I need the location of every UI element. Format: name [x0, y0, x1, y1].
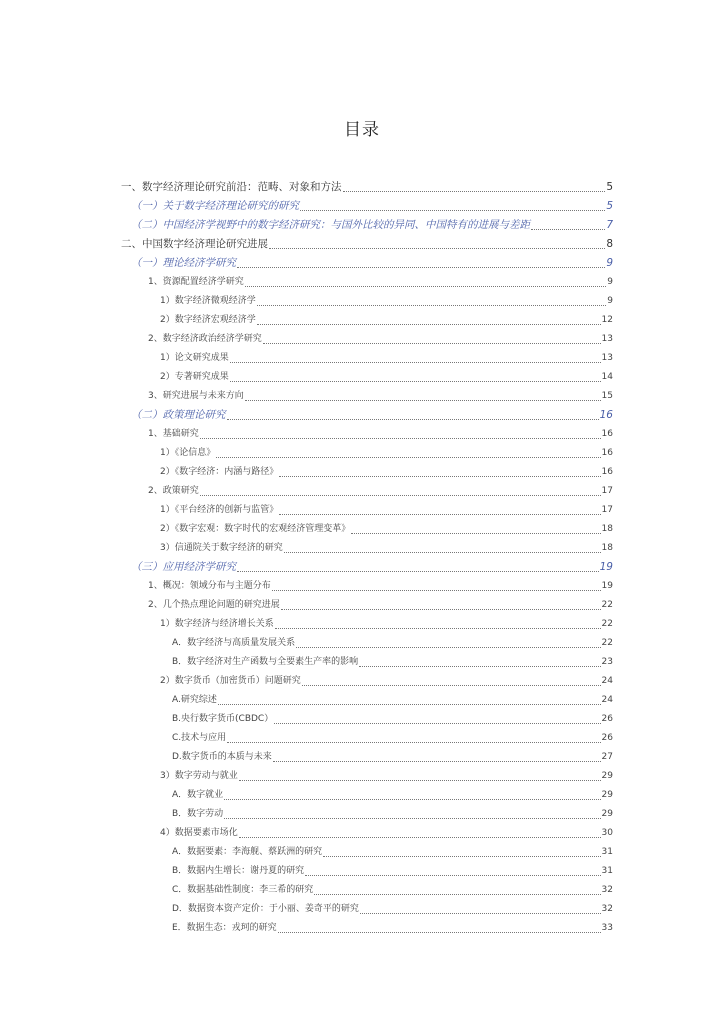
toc-entry-label: B．数字经济对生产函数与全要素生产率的影响 [172, 657, 359, 667]
toc-dot-leader [281, 608, 601, 610]
toc-dot-leader [314, 893, 600, 895]
toc-entry-label: 2）专著研究成果 [160, 372, 229, 382]
toc-entry[interactable] [121, 236, 613, 252]
toc-page-number: 16 [601, 448, 613, 458]
toc-entry-label: 1）数字经济微观经济学 [160, 296, 256, 306]
toc-entry-label: B．数字劳动 [172, 809, 224, 819]
toc-entry[interactable] [160, 445, 613, 461]
toc-entry[interactable] [172, 901, 613, 917]
toc-dot-leader [237, 266, 605, 268]
toc-page-number: 18 [601, 543, 613, 553]
toc-entry-label: 2）《数字宏观：数字时代的宏观经济管理变革》 [160, 524, 351, 534]
toc-entry[interactable] [148, 483, 613, 499]
toc-entry-label: A.研究综述 [172, 695, 217, 705]
toc-entry[interactable] [160, 616, 613, 632]
toc-page-number: 13 [601, 334, 613, 344]
toc-dot-leader [351, 532, 600, 534]
toc-dot-leader [218, 703, 601, 705]
toc-entry[interactable] [172, 920, 613, 936]
toc-entry-label: 2、几个热点理论问题的研究进展 [148, 600, 280, 610]
toc-entry[interactable] [172, 882, 613, 898]
toc-dot-leader [300, 209, 605, 211]
toc-page-number: 13 [601, 353, 613, 363]
toc-entry[interactable] [172, 654, 613, 670]
toc-page-number: 5 [606, 181, 613, 193]
toc-entry-label: 1）《平台经济的创新与监管》 [160, 505, 279, 515]
toc-entry-label: 3）数字劳动与就业 [160, 771, 238, 781]
toc-entry[interactable] [172, 711, 613, 727]
toc-entry-label: （三）应用经济学研究 [131, 561, 236, 573]
toc-entry[interactable] [131, 255, 613, 271]
toc-entry-label: 4）数据要素市场化 [160, 828, 238, 838]
toc-entry-label: 2）数字经济宏观经济学 [160, 315, 256, 325]
toc-entry[interactable] [172, 844, 613, 860]
toc-entry-label: 2）数字货币（加密货币）问题研究 [160, 676, 301, 686]
toc-page-number: 31 [601, 866, 613, 876]
toc-page-number: 22 [601, 600, 613, 610]
toc-entry[interactable] [160, 312, 613, 328]
toc-entry-label: 1）论文研究成果 [160, 353, 229, 363]
toc-entry-label: D．数据资本资产定价：于小丽、姜奇平的研究 [172, 904, 359, 914]
toc-entry[interactable] [172, 749, 613, 765]
toc-dot-leader [273, 760, 601, 762]
toc-page-number: 19 [601, 581, 613, 591]
toc-entry[interactable] [160, 540, 613, 556]
toc-entry[interactable] [131, 559, 613, 575]
toc-entry[interactable] [172, 863, 613, 879]
toc-page-number: 9 [607, 296, 613, 306]
toc-dot-leader [263, 342, 601, 344]
toc-entry-label: 2、数字经济政治经济学研究 [148, 334, 262, 344]
toc-entry-label: 1、资源配置经济学研究 [148, 277, 244, 287]
toc-dot-leader [237, 570, 599, 572]
toc-page-number: 32 [601, 904, 613, 914]
toc-entry[interactable] [148, 426, 613, 442]
toc-entry[interactable] [121, 179, 613, 195]
toc-entry-label: 2、政策研究 [148, 486, 199, 496]
toc-entry-label: 一、数字经济理论研究前沿：范畴、对象和方法 [121, 181, 342, 193]
toc-dot-leader [257, 323, 601, 325]
toc-dot-leader [224, 817, 600, 819]
toc-dot-leader [269, 247, 605, 249]
toc-page-number: 19 [599, 561, 613, 573]
toc-entry-label: A．数字经济与高质量发展关系 [172, 638, 296, 648]
toc-entry[interactable] [148, 274, 613, 290]
toc-dot-leader [302, 684, 601, 686]
toc-page-number: 32 [601, 885, 613, 895]
toc-dot-leader [359, 665, 600, 667]
toc-page-number: 5 [606, 200, 613, 212]
toc-entry[interactable] [131, 407, 613, 423]
toc-page-number: 7 [606, 219, 613, 231]
toc-page-number: 18 [601, 524, 613, 534]
toc-page-number: 33 [601, 923, 613, 933]
toc-page-number: 12 [601, 315, 613, 325]
toc-page-number: 17 [601, 486, 613, 496]
toc-dot-leader [245, 285, 607, 287]
toc-dot-leader [272, 589, 601, 591]
toc-entry[interactable] [148, 331, 613, 347]
toc-entry[interactable] [148, 388, 613, 404]
toc-dot-leader [200, 494, 601, 496]
toc-dot-leader [257, 304, 607, 306]
toc-dot-leader [284, 551, 601, 553]
toc-entry[interactable] [172, 635, 613, 651]
toc-page-number: 26 [601, 733, 613, 743]
toc-page-number: 24 [601, 695, 613, 705]
toc-entry-label: B.央行数字货币(CBDC） [172, 714, 274, 724]
toc-entry-label: （二）中国经济学视野中的数字经济研究：与国外比较的异同、中国特有的进展与差距 [131, 219, 530, 231]
toc-page-number: 31 [601, 847, 613, 857]
toc-entry[interactable] [148, 597, 613, 613]
toc-dot-leader [216, 456, 600, 458]
toc-page-number: 16 [601, 429, 613, 439]
toc-entry[interactable] [160, 293, 613, 309]
toc-entry-label: 1、概况：领域分布与主题分布 [148, 581, 271, 591]
toc-entry-label: （二）政策理论研究 [131, 409, 226, 421]
toc-entry[interactable] [172, 730, 613, 746]
toc-dot-leader [239, 836, 601, 838]
toc-dot-leader [245, 399, 601, 401]
toc-page-number: 29 [601, 790, 613, 800]
toc-page-number: 16 [601, 467, 613, 477]
toc-entry-label: A．数字就业 [172, 790, 224, 800]
toc-dot-leader [531, 228, 605, 230]
toc-entry-label: 2）《数字经济：内涵与路径》 [160, 467, 279, 477]
toc-entry-label: 3、研究进展与未来方向 [148, 391, 244, 401]
toc-page-number: 24 [601, 676, 613, 686]
toc-page-number: 8 [606, 238, 613, 250]
toc-dot-leader [296, 646, 600, 648]
toc-page-number: 26 [601, 714, 613, 724]
toc-entry[interactable] [160, 502, 613, 518]
toc-page-number: 23 [601, 657, 613, 667]
toc-entry-label: A．数据要素：李海舰、蔡跃洲的研究 [172, 847, 323, 857]
toc-dot-leader [275, 627, 601, 629]
toc-entry-label: （一）理论经济学研究 [131, 257, 236, 269]
toc-page-number: 14 [601, 372, 613, 382]
toc-dot-leader [227, 741, 600, 743]
toc-dot-leader [279, 513, 600, 515]
toc-entry-label: 1、基础研究 [148, 429, 199, 439]
toc-dot-leader [279, 475, 600, 477]
toc-entry[interactable] [160, 464, 613, 480]
toc-page-number: 30 [601, 828, 613, 838]
toc-page-number: 22 [601, 638, 613, 648]
toc-page-number: 17 [601, 505, 613, 515]
toc-entry[interactable] [172, 692, 613, 708]
toc-dot-leader [305, 874, 600, 876]
toc-entry-label: C．数据基础性制度：李三希的研究 [172, 885, 314, 895]
toc-dot-leader [230, 380, 601, 382]
toc-entry-label: E．数据生态：戎珂的研究 [172, 923, 277, 933]
toc-page-number: 9 [606, 257, 613, 269]
toc-page-number: 9 [607, 277, 613, 287]
toc-dot-leader [239, 779, 601, 781]
toc-entry[interactable] [160, 369, 613, 385]
toc-entry[interactable] [131, 217, 613, 233]
toc-entry-label: 3）信通院关于数字经济的研究 [160, 543, 283, 553]
toc-dot-leader [278, 931, 601, 933]
toc-entry[interactable] [160, 350, 613, 366]
toc-page-number: 27 [601, 752, 613, 762]
toc-page-number: 22 [601, 619, 613, 629]
toc-entry[interactable] [160, 521, 613, 537]
toc-dot-leader [200, 437, 601, 439]
toc-dot-leader [227, 418, 599, 420]
toc-entry[interactable] [172, 806, 613, 822]
toc-entry[interactable] [172, 787, 613, 803]
toc-dot-leader [343, 190, 606, 192]
toc-entry[interactable] [131, 198, 613, 214]
toc-entry-label: D.数字货币的本质与未来 [172, 752, 272, 762]
toc-entry-label: C.技术与应用 [172, 733, 227, 743]
toc-entry[interactable] [160, 768, 613, 784]
page-title: 目录 [344, 120, 380, 140]
toc-dot-leader [274, 722, 600, 724]
toc-dot-leader [360, 912, 601, 914]
toc-entry-label: 1）《论信息》 [160, 448, 216, 458]
toc-dot-leader [323, 855, 600, 857]
toc-entry[interactable] [148, 578, 613, 594]
toc-page-number: 29 [601, 809, 613, 819]
toc-entry-label: 1）数字经济与经济增长关系 [160, 619, 274, 629]
toc-entry-label: B．数据内生增长：谢丹夏的研究 [172, 866, 305, 876]
toc-entry-label: 二、中国数字经济理论研究进展 [121, 238, 268, 250]
toc-page-number: 29 [601, 771, 613, 781]
toc-dot-leader [224, 798, 600, 800]
toc-page-number: 15 [601, 391, 613, 401]
toc-entry-label: （一）关于数字经济理论研究的研究 [131, 200, 299, 212]
toc-entry[interactable] [160, 673, 613, 689]
toc-dot-leader [230, 361, 601, 363]
toc-page-number: 16 [599, 409, 613, 421]
toc-entry[interactable] [160, 825, 613, 841]
